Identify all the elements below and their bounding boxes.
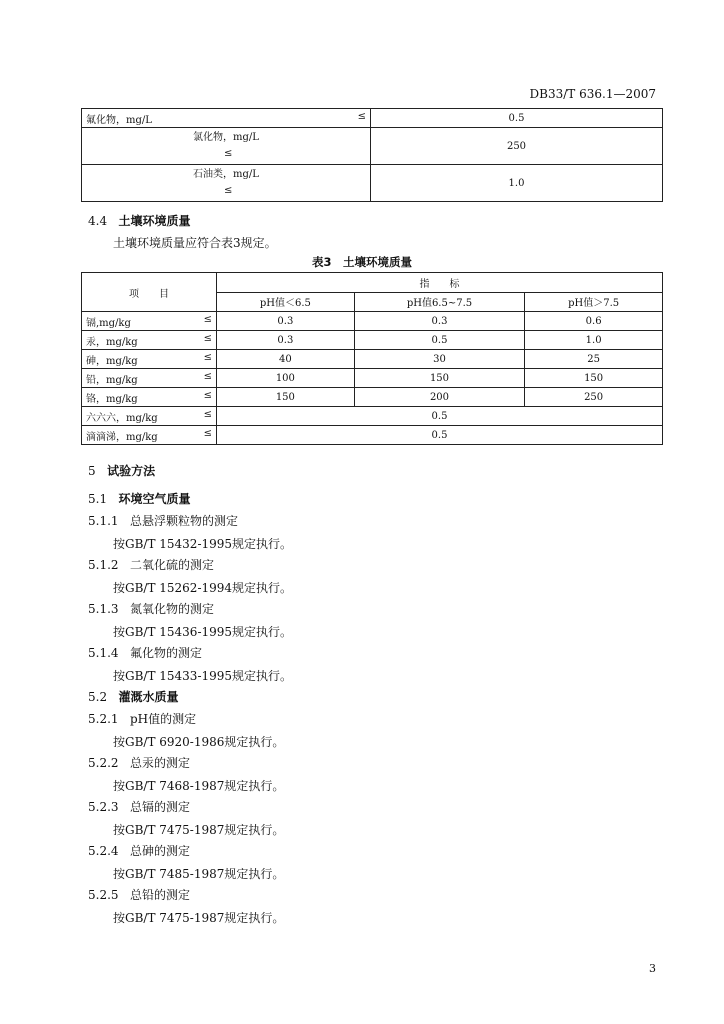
section-heading-4-4: [88, 212, 191, 229]
section-heading: [88, 512, 238, 529]
table-cell: 200: [354, 388, 525, 407]
section-heading: [88, 710, 196, 727]
table-3-caption: 表3 土壤环境质量: [311, 255, 412, 269]
row-item: 砷，mg/kg: [86, 355, 138, 367]
table-row: [82, 350, 663, 369]
section-heading: [88, 798, 190, 815]
header-ph-mid: pH值6.5~7.5: [354, 292, 525, 312]
table-cell: 0.5: [217, 426, 663, 445]
table-cell: 1.0: [371, 165, 663, 202]
table-cell: 0.6: [525, 312, 663, 331]
table-cell: [82, 312, 217, 331]
section-number: 5.2.5: [88, 888, 119, 902]
section-title: 二氧化硫的测定: [130, 558, 215, 572]
leq-symbol: ≤: [224, 148, 233, 159]
table-cell: [82, 331, 217, 350]
section-text: 按GB/T 15436-1995规定执行。: [113, 625, 293, 639]
table-cell: 150: [525, 369, 663, 388]
row-item: 镉,mg/kg: [86, 317, 131, 329]
section-title: pH值的测定: [130, 712, 197, 726]
leq-symbol: ≤: [203, 408, 212, 420]
table-cell: [82, 407, 217, 426]
table-3-soil-quality: [81, 272, 663, 445]
table-cell: [82, 109, 371, 128]
standard-code: DB33/T 636.1—2007: [529, 87, 656, 101]
section-text: 按GB/T 15432-1995规定执行。: [113, 537, 293, 551]
table-row: [82, 165, 663, 202]
table-cell: [82, 369, 217, 388]
table-row: [82, 128, 663, 165]
table-cell: 30: [354, 350, 525, 369]
table-cell: [82, 350, 217, 369]
section-heading: [88, 754, 190, 771]
header-ph-high: pH值＞7.5: [525, 292, 663, 312]
table-row: [82, 312, 663, 331]
section-title: 总汞的测定: [130, 756, 191, 770]
section-title: 总砷的测定: [130, 844, 191, 858]
table-row: [82, 426, 663, 445]
table-2-continuation: [81, 108, 663, 202]
leq-symbol: ≤: [203, 427, 212, 439]
section-number: 5.2.3: [88, 800, 119, 814]
table-row: [82, 109, 663, 128]
section-text: 按GB/T 15262-1994规定执行。: [113, 581, 293, 595]
table-cell: 150: [217, 388, 355, 407]
table-cell: [82, 128, 371, 165]
table-cell: 25: [525, 350, 663, 369]
section-title: 环境空气质量: [118, 492, 191, 506]
leq-symbol: ≤: [203, 370, 212, 382]
section-text: 按GB/T 7468-1987规定执行。: [113, 779, 285, 793]
section-number: 5.1.2: [88, 558, 119, 572]
section-text: 按GB/T 7475-1987规定执行。: [113, 823, 285, 837]
table-cell: [82, 426, 217, 445]
row-item: 氯化物，mg/L: [193, 132, 259, 143]
table-cell: 100: [217, 369, 355, 388]
header-ph-low: pH值＜6.5: [217, 292, 355, 312]
section-title: 灌溉水质量: [118, 690, 179, 704]
section-title: 试验方法: [107, 464, 156, 478]
section-title: 土壤环境质量: [118, 214, 191, 228]
table-row: [82, 331, 663, 350]
section-number: 5.2.4: [88, 844, 119, 858]
section-title: 总悬浮颗粒物的测定: [130, 514, 239, 528]
table-header-row: [82, 273, 663, 293]
table-row: [82, 388, 663, 407]
section-heading: [88, 886, 190, 903]
table-cell: 40: [217, 350, 355, 369]
section-number: 4.4: [88, 214, 108, 228]
section-text: 按GB/T 6920-1986规定执行。: [113, 735, 285, 749]
leq-symbol: ≤: [224, 185, 233, 196]
section-text: 按GB/T 15433-1995规定执行。: [113, 669, 293, 683]
section-heading: [88, 462, 155, 479]
row-item: 石油类，mg/L: [193, 169, 259, 180]
table-cell: 250: [525, 388, 663, 407]
table-cell: 0.3: [217, 331, 355, 350]
section-number: 5.2.2: [88, 756, 119, 770]
section-number: 5.1.3: [88, 602, 119, 616]
table-cell: [82, 165, 371, 202]
leq-symbol: ≤: [357, 110, 366, 122]
header-item: 项 目: [82, 273, 217, 312]
section-heading: [88, 600, 214, 617]
table-cell: 0.5: [371, 109, 663, 128]
section-text: 按GB/T 7485-1987规定执行。: [113, 867, 285, 881]
table-cell: 0.3: [217, 312, 355, 331]
leq-symbol: ≤: [203, 389, 212, 401]
table-cell: [82, 388, 217, 407]
section-title: 总铅的测定: [130, 888, 191, 902]
section-title: 总镉的测定: [130, 800, 191, 814]
table-row: [82, 369, 663, 388]
row-item: 铅，mg/kg: [86, 374, 138, 386]
section-number: 5.1: [88, 492, 108, 506]
section-heading: [88, 556, 214, 573]
section-title: 氮氧化物的测定: [130, 602, 215, 616]
table-row: [82, 407, 663, 426]
table-cell: 150: [354, 369, 525, 388]
section-text: 按GB/T 7475-1987规定执行。: [113, 911, 285, 925]
row-item: 汞，mg/kg: [86, 336, 138, 348]
table-cell: 0.5: [217, 407, 663, 426]
leq-symbol: ≤: [203, 313, 212, 325]
page-number: 3: [649, 962, 656, 975]
section-title: 氟化物的测定: [130, 646, 203, 660]
section-number: 5.2.1: [88, 712, 119, 726]
leq-symbol: ≤: [203, 351, 212, 363]
table-cell: 250: [371, 128, 663, 165]
row-item: 滴滴涕，mg/kg: [86, 431, 158, 443]
row-item: 铬，mg/kg: [86, 393, 138, 405]
row-item: 六六六，mg/kg: [86, 412, 158, 424]
table-cell: 0.5: [354, 331, 525, 350]
section-number: 5.1.1: [88, 514, 119, 528]
section-text: 土壤环境质量应符合表3规定。: [113, 236, 277, 250]
section-number: 5.2: [88, 690, 108, 704]
section-heading: [88, 490, 191, 507]
section-number: 5: [88, 464, 96, 478]
row-item: 氟化物，mg/L: [86, 114, 152, 126]
section-heading: [88, 842, 190, 859]
section-number: 5.1.4: [88, 646, 119, 660]
table-cell: 0.3: [354, 312, 525, 331]
table-cell: 1.0: [525, 331, 663, 350]
header-index: 指 标: [217, 273, 663, 293]
section-heading: [88, 688, 179, 705]
leq-symbol: ≤: [203, 332, 212, 344]
section-heading: [88, 644, 202, 661]
